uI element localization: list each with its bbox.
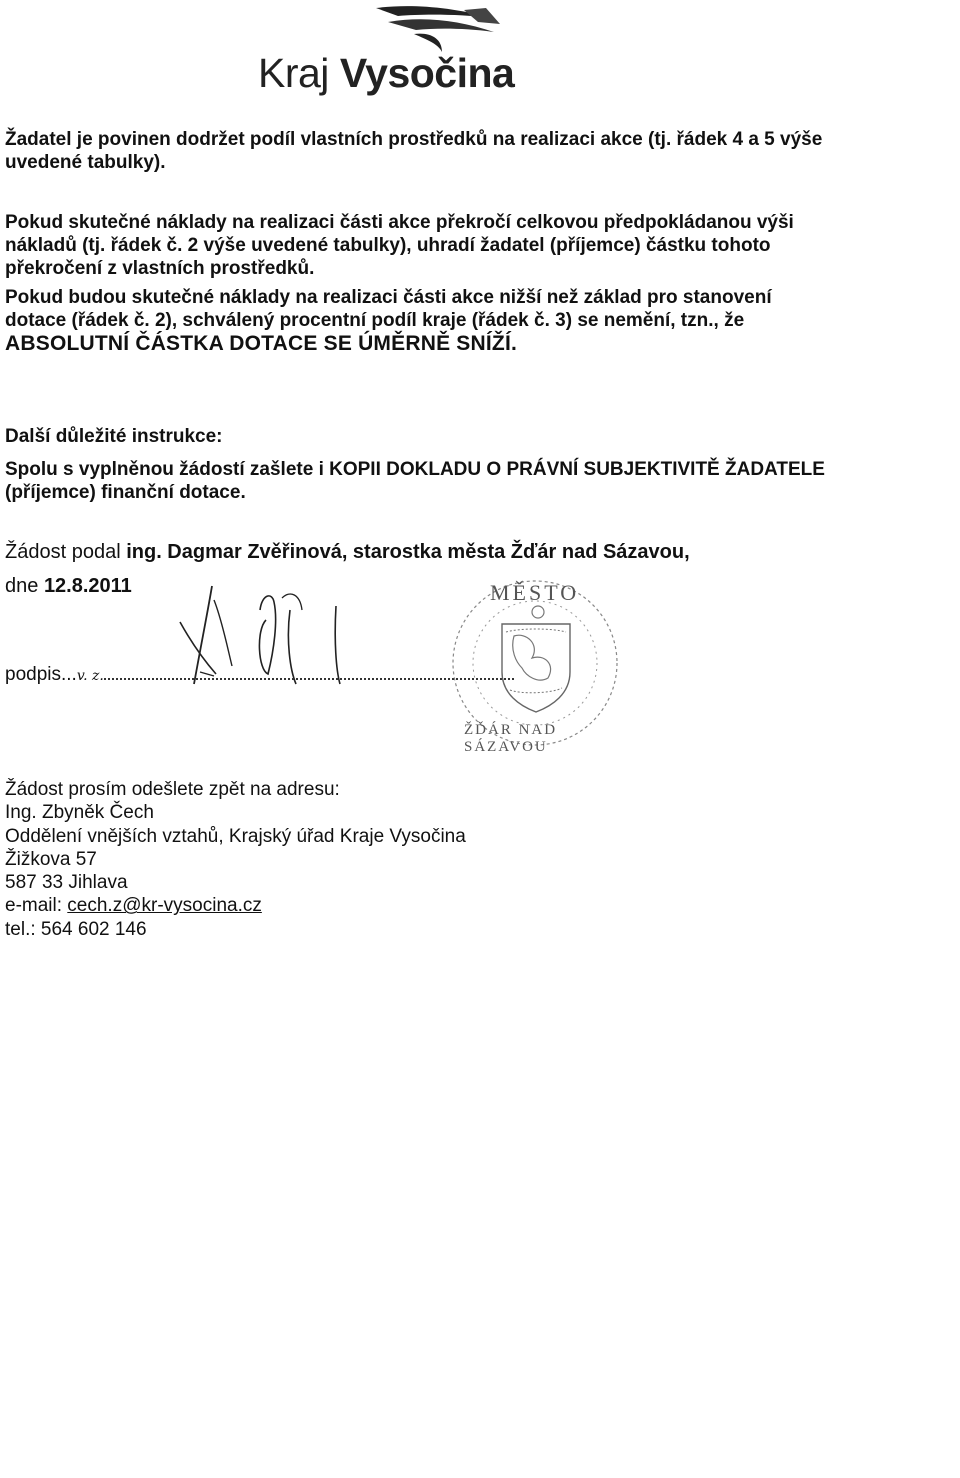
signature-line [5, 664, 514, 686]
email-label: e-mail: [5, 895, 63, 917]
kraj-vysocina-logo [258, 2, 518, 94]
date-prefix: dne [5, 575, 39, 597]
paragraph-own-funds: Žadatel je povinen dodržet podíl vlastních prostředků na realizaci akce (tj. řádek 4 a 5 výše uvedené tabulky). [5, 129, 823, 173]
logo-word-kraj: Kraj [258, 50, 329, 96]
request-submitted-by [5, 540, 690, 564]
signature-label: podpis [5, 664, 61, 685]
instructions-text: Spolu s vyplněnou žádostí zašlete i KOPII DOKLADU O PRÁVNÍ SUBJEKTIVITĚ ŽADATELE (příjemce) finanční dotace. [5, 459, 825, 503]
address-intro: Žádost prosím odešlete zpět na adresu: [5, 779, 340, 800]
signature-label-dots: ... [61, 664, 77, 685]
request-prefix: Žádost podal [5, 541, 121, 563]
address-name: Ing. Zbyněk Čech [5, 802, 154, 824]
signature-initial: v. z. [76, 668, 104, 684]
stamp-top-text: MĚSTO [490, 580, 580, 605]
request-date [5, 574, 132, 598]
address-phone: tel.: 564 602 146 [5, 918, 147, 940]
logo-wordmark [258, 50, 514, 97]
return-address [5, 778, 466, 941]
logo-word-vysocina: Vysočina [339, 50, 515, 96]
paragraph-lower-costs-caps: ABSOLUTNÍ ČÁSTKA DOTACE SE ÚMĚRNĚ SNÍŽÍ. [5, 332, 518, 355]
date-value: 12.8.2011 [43, 575, 132, 597]
instructions-heading: Další důležité instrukce: [5, 426, 223, 447]
stamp-bottom-text: ŽĎÁR NAD SÁZAVOU [464, 722, 558, 755]
paragraph-lower-costs [5, 286, 835, 356]
address-street: Žižkova 57 [5, 848, 97, 870]
paragraph-cost-overrun: Pokud skutečné náklady na realizaci části akce překročí celkovou předpokládanou výši nákladů (tj. řádek č. 2 výše uvedené tabulky), uhradí žadatel (příjemce) částku tohoto překročení z vlastních prostředků. [5, 212, 794, 279]
official-stamp [440, 572, 630, 754]
address-email-row [5, 894, 466, 917]
email-link[interactable]: cech.z@kr-vysocina.cz [67, 895, 262, 917]
paragraph-lower-costs-text: Pokud budou skutečné náklady na realizaci části akce nižší než základ pro stanovení dotace (řádek č. 2), schválený procentní podíl kraje (řádek č. 3) se nemění, tzn., že [5, 287, 772, 331]
address-city: 587 33 Jihlava [5, 872, 128, 894]
request-name: ing. Dagmar Zvěřinová, starostka města Žďár nad Sázavou, [126, 541, 690, 563]
logo-swoosh-icon [368, 2, 508, 57]
address-department: Oddělení vnějších vztahů, Krajský úřad Kraje Vysočina [5, 825, 466, 847]
